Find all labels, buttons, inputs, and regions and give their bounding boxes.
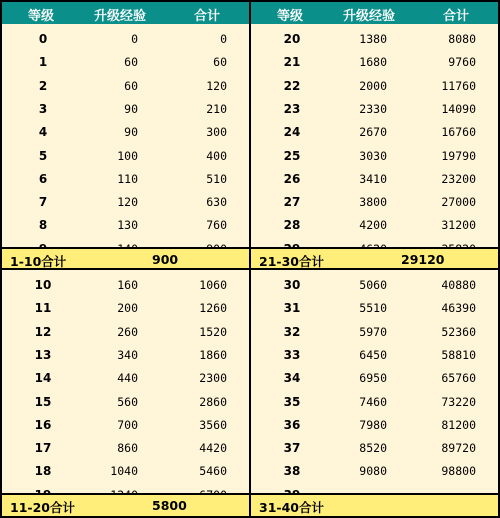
table-row	[2, 144, 249, 168]
level-cell: 30	[283, 278, 301, 292]
exp-cell: 60	[124, 55, 138, 70]
total-cell: 89720	[441, 441, 476, 456]
total-cell: 8080	[448, 32, 476, 46]
table-row	[2, 27, 249, 51]
table-block-3	[2, 270, 249, 493]
exp-cell: 5970	[359, 324, 387, 339]
header-level: 等级	[277, 9, 304, 24]
table-row	[2, 190, 249, 214]
subtotal-value: 29120	[401, 252, 445, 267]
total-cell: 14090	[441, 101, 476, 116]
level-cell: 1	[38, 55, 48, 70]
table-row	[251, 436, 498, 460]
level-cell: 38	[283, 464, 301, 479]
total-cell: 1860	[199, 347, 227, 362]
table-block-4	[251, 270, 498, 493]
table-row	[2, 120, 249, 144]
level-cell: 34	[283, 371, 301, 386]
total-cell: 9760	[448, 55, 476, 70]
table-row	[251, 213, 498, 237]
level-cell: 6	[38, 171, 48, 186]
subtotal-row	[251, 249, 498, 268]
level-cell: 3	[38, 101, 48, 116]
table-row	[2, 273, 249, 297]
total-cell: 300	[206, 125, 227, 140]
exp-cell: 130	[117, 218, 138, 233]
header-total: 合计	[194, 9, 221, 24]
level-cell: 21	[283, 55, 301, 70]
exp-cell: 120	[117, 195, 138, 210]
total-cell: 81200	[441, 417, 476, 432]
table-row	[2, 366, 249, 390]
total-cell: 400	[206, 148, 227, 163]
total-cell: 2860	[199, 394, 227, 409]
level-cell: 14	[34, 371, 52, 386]
level-cell: 36	[283, 417, 301, 432]
level-cell: 5	[38, 148, 48, 163]
level-cell: 33	[283, 347, 301, 362]
header-exp: 升级经验	[94, 9, 147, 24]
exp-cell: 2000	[359, 78, 387, 93]
subtotal-label: 21-30合计	[259, 254, 324, 269]
table-row	[2, 320, 249, 344]
table-row	[251, 190, 498, 214]
level-cell: 0	[38, 32, 48, 46]
total-cell: 5460	[199, 464, 227, 479]
total-cell: 16760	[441, 125, 476, 140]
table-block-1	[2, 2, 249, 247]
exp-cell: 7980	[359, 417, 387, 432]
total-cell: 98800	[441, 464, 476, 479]
exp-cell: 260	[117, 324, 138, 339]
total-cell: 65760	[441, 371, 476, 386]
exp-cell: 6950	[359, 371, 387, 386]
total-cell: 31200	[441, 218, 476, 233]
exp-cell: 3410	[359, 171, 387, 186]
total-cell: 19790	[441, 148, 476, 163]
table-row	[251, 27, 498, 51]
level-cell: 15	[34, 394, 52, 409]
exp-cell: 2670	[359, 125, 387, 140]
exp-cell: 90	[124, 101, 138, 116]
subtotal-row	[2, 495, 249, 516]
level-cell: 13	[34, 347, 52, 362]
table-row	[2, 97, 249, 121]
subtotal-label: 31-40合计	[259, 500, 324, 515]
table-row	[2, 413, 249, 437]
exp-cell: 2330	[359, 101, 387, 116]
exp-cell: 700	[117, 417, 138, 432]
exp-cell: 440	[117, 371, 138, 386]
total-cell: 1260	[199, 301, 227, 316]
level-cell: 17	[34, 441, 52, 456]
total-cell: 52360	[441, 324, 476, 339]
total-cell: 630	[206, 195, 227, 210]
table-row	[2, 167, 249, 191]
exp-cell: 4200	[359, 218, 387, 233]
total-cell: 58810	[441, 347, 476, 362]
table-row	[2, 390, 249, 414]
table-row	[251, 343, 498, 367]
total-cell: 23200	[441, 171, 476, 186]
level-cell: 35	[283, 394, 301, 409]
table-row	[2, 74, 249, 98]
exp-cell: 8520	[359, 441, 387, 456]
table-row	[2, 213, 249, 237]
exp-cell: 3800	[359, 195, 387, 210]
table-row	[251, 413, 498, 437]
exp-cell: 0	[131, 32, 138, 46]
exp-cell: 560	[117, 394, 138, 409]
total-cell: 3560	[199, 417, 227, 432]
total-cell: 73220	[441, 394, 476, 409]
table-row	[251, 50, 498, 74]
exp-cell: 5510	[359, 301, 387, 316]
exp-cell: 110	[117, 171, 138, 186]
table-row	[2, 296, 249, 320]
table-row	[2, 459, 249, 483]
total-cell: 210	[206, 101, 227, 116]
exp-cell: 90	[124, 125, 138, 140]
table-row	[251, 320, 498, 344]
table-row	[251, 97, 498, 121]
table-row	[251, 120, 498, 144]
subtotal-label: 11-20合计	[10, 500, 75, 515]
total-cell: 760	[206, 218, 227, 233]
level-cell: 24	[283, 125, 301, 140]
total-cell: 27000	[441, 195, 476, 210]
table-row	[2, 343, 249, 367]
level-cell: 26	[283, 171, 301, 186]
header-exp: 升级经验	[343, 9, 396, 24]
level-cell: 16	[34, 417, 52, 432]
level-cell: 8	[38, 218, 48, 233]
total-cell: 11760	[441, 78, 476, 93]
header-row	[251, 2, 498, 24]
exp-cell: 9080	[359, 464, 387, 479]
level-cell: 37	[283, 441, 301, 456]
exp-cell: 6450	[359, 347, 387, 362]
table-row	[251, 273, 498, 297]
total-cell: 0	[220, 32, 227, 46]
exp-cell: 3030	[359, 148, 387, 163]
total-cell: 120	[206, 78, 227, 93]
subtotal-row	[2, 249, 249, 268]
table-row	[251, 167, 498, 191]
total-cell: 4420	[199, 441, 227, 456]
table-row	[251, 144, 498, 168]
exp-cell: 5060	[359, 278, 387, 292]
level-cell: 11	[34, 301, 52, 316]
exp-cell: 100	[117, 148, 138, 163]
header-level: 等级	[28, 9, 55, 24]
exp-cell: 860	[117, 441, 138, 456]
level-cell: 20	[283, 32, 301, 46]
level-cell: 22	[283, 78, 301, 93]
subtotal-value: 5800	[152, 498, 187, 513]
exp-cell: 1380	[359, 32, 387, 46]
total-cell: 1060	[199, 278, 227, 292]
exp-cell: 200	[117, 301, 138, 316]
subtotal-value: 900	[152, 252, 179, 267]
level-cell: 18	[34, 464, 52, 479]
total-cell: 40880	[441, 278, 476, 292]
total-cell: 510	[206, 171, 227, 186]
level-cell: 12	[34, 324, 52, 339]
level-cell: 27	[283, 195, 301, 210]
table-row	[251, 74, 498, 98]
exp-cell: 340	[117, 347, 138, 362]
level-cell: 28	[283, 218, 301, 233]
level-cell: 31	[283, 301, 301, 316]
header-total: 合计	[443, 9, 470, 24]
subtotal-label: 1-10合计	[10, 254, 67, 269]
table-block-2	[251, 2, 498, 247]
level-cell: 2	[38, 78, 48, 93]
exp-cell: 60	[124, 78, 138, 93]
exp-cell: 7460	[359, 394, 387, 409]
total-cell: 2300	[199, 371, 227, 386]
total-cell: 1520	[199, 324, 227, 339]
header-row	[2, 2, 249, 24]
table-row	[251, 390, 498, 414]
table-row	[251, 296, 498, 320]
total-cell: 60	[213, 55, 227, 70]
table-row	[2, 436, 249, 460]
table-row	[251, 366, 498, 390]
total-cell: 46390	[441, 301, 476, 316]
table-row	[2, 50, 249, 74]
exp-cell: 1680	[359, 55, 387, 70]
level-cell: 7	[38, 195, 48, 210]
level-cell: 23	[283, 101, 301, 116]
exp-cell: 1040	[110, 464, 138, 479]
level-cell: 32	[283, 324, 301, 339]
level-cell: 10	[34, 278, 52, 292]
exp-cell: 160	[117, 278, 138, 292]
subtotal-row	[251, 495, 498, 516]
level-cell: 25	[283, 148, 301, 163]
table-row	[251, 459, 498, 483]
level-cell: 4	[38, 125, 48, 140]
